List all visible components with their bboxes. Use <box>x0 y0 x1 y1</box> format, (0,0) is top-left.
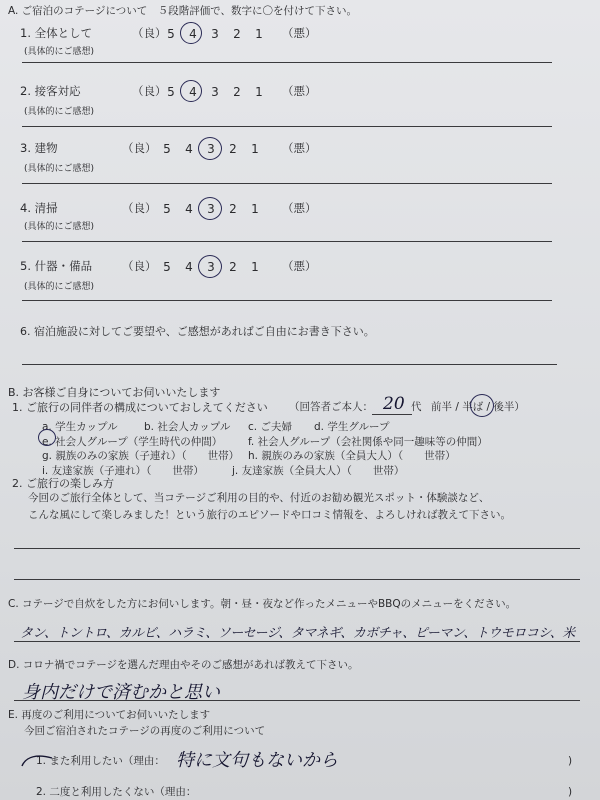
section-b-q1: 1. ご旅行の同伴者の構成についておしえてください <box>12 401 268 414</box>
option-e: e. 社会人グループ（学生時代の仲間） <box>42 436 223 448</box>
section-b-header: B. お客様ご自身についてお伺いいたします <box>8 386 221 399</box>
item-3-answer-line <box>22 183 552 184</box>
item-2-bad: （悪） <box>282 84 317 98</box>
question-6: 6. 宿泊施設に対してご要望や、ご感想があればご自由にお書き下さい。 <box>20 325 375 338</box>
item-1-answer-line <box>22 62 552 63</box>
section-b-q2: 2. ご旅行の楽しみ方 <box>12 477 114 490</box>
section-e-option-2: 2. 二度と利用したくない（理由： <box>36 786 197 798</box>
item-5-answer-line <box>22 300 552 301</box>
option-j: j. 友達家族（全員大人）（ 世帯） <box>232 465 405 477</box>
section-c-handwritten-answer: タン、トントロ、カルビ、ハラミ、ソーセージ、タマネギ、カボチャ、ピーマン、トウモロコシ、米 <box>20 626 575 641</box>
section-d-handwritten-answer: 身内だけで済むかと思い <box>22 682 220 703</box>
option-b: b. 社会人カップル <box>144 421 231 433</box>
respondent-age-line <box>372 414 412 415</box>
item-3-label: 3. 建物 <box>20 141 58 155</box>
item-5-label: 5. 什器・備品 <box>20 259 93 273</box>
respondent-label: （回答者ご本人： <box>289 401 373 413</box>
item-1-bad: （悪） <box>282 26 317 40</box>
item-1-detail: (具体的にご感想) <box>24 47 95 57</box>
section-e-option-2-close: ) <box>568 786 573 798</box>
item-3-selection-circle <box>198 137 222 160</box>
section-c-answer-line <box>14 641 580 642</box>
option-a: a. 学生カップル <box>42 421 118 433</box>
item-4-detail: (具体的にご感想) <box>24 222 95 232</box>
section-b-answer-line-2 <box>14 579 580 580</box>
option-h: h. 親族のみの家族（全員大人）（ 世帯） <box>248 450 456 462</box>
section-e-option-1-check-mark <box>18 750 58 772</box>
item-2-selection-circle <box>180 80 202 102</box>
age-options: 前半 / 半ば / 後半） <box>431 401 525 413</box>
item-3-good: （良） <box>122 141 157 155</box>
item-3-bad: （悪） <box>282 141 317 155</box>
item-1-scale: 5 4 3 2 1 <box>167 27 263 41</box>
age-suffix: 代 <box>411 401 422 413</box>
item-3-detail: (具体的にご感想) <box>24 164 95 174</box>
item-4-good: （良） <box>122 201 157 215</box>
respondent-age-handwritten: 20 <box>383 394 405 414</box>
option-g: g. 親族のみの家族（子連れ）（ 世帯） <box>42 450 240 462</box>
section-b-q2-text-1: 今回のご旅行全体として、当コテージご利用の目的や、付近のお勧め観光スポット・体験談など、 <box>28 492 490 504</box>
item-4-label: 4. 清掃 <box>20 201 58 215</box>
option-c: c. ご夫婦 <box>248 421 292 433</box>
section-e-header: E. 再度のご利用についてお伺いいたします <box>8 709 211 721</box>
item-2-good: （良） <box>132 84 167 98</box>
item-4-answer-line <box>22 241 552 242</box>
item-2-answer-line <box>22 126 552 127</box>
section-d-header: D. コロナ禍でコテージを選んだ理由やそのご感想があれば教えて下さい。 <box>8 659 359 671</box>
item-4-scale: 5 4 3 2 1 <box>163 202 259 216</box>
age-selection-circle <box>470 394 494 417</box>
item-5-bad: （悪） <box>282 259 317 273</box>
section-e-option-1-handwritten-reason: 特に文句もないから <box>176 750 338 771</box>
option-d: d. 学生グループ <box>314 421 390 433</box>
item-5-detail: (具体的にご感想) <box>24 282 95 292</box>
section-e-option-1: 1. また利用したい（理由： <box>36 755 165 767</box>
item-1-label: 1. 全体として <box>20 26 93 40</box>
question-6-answer-line <box>22 364 557 365</box>
section-b-q2-text-2: こんな風にして楽しみました！という旅行のエピソードや口コミ情報を、よろしければ教えて下さい。 <box>28 509 511 521</box>
item-5-scale: 5 4 3 2 1 <box>163 260 259 274</box>
option-f: f. 社会人グループ（会社関係や同一趣味等の仲間） <box>248 436 488 448</box>
item-2-detail: (具体的にご感想) <box>24 107 95 117</box>
item-5-selection-circle <box>198 255 222 278</box>
item-4-bad: （悪） <box>282 201 317 215</box>
item-1-selection-circle <box>180 22 202 44</box>
item-1-good: （良） <box>132 26 167 40</box>
item-4-selection-circle <box>198 197 222 220</box>
section-e-subheader: 今回ご宿泊されたコテージの再度のご利用について <box>24 725 266 737</box>
option-i: i. 友達家族（子連れ）（ 世帯） <box>42 465 204 477</box>
item-5-good: （良） <box>122 259 157 273</box>
section-e-option-1-close: ) <box>568 755 573 767</box>
section-b-answer-line-1 <box>14 548 580 549</box>
item-2-label: 2. 接客対応 <box>20 84 81 98</box>
item-2-scale: 5 4 3 2 1 <box>167 85 263 99</box>
section-c-header: C. コテージで自炊をした方にお伺いします。朝・昼・夜など作ったメニューやBBQのメニューをください。 <box>8 598 517 610</box>
section-d-answer-line <box>14 700 580 701</box>
item-3-scale: 5 4 3 2 1 <box>163 142 259 156</box>
option-e-selection-circle <box>38 429 56 446</box>
section-a-header: A. ご宿泊のコテージについて ５段階評価で、数字に〇を付けて下さい。 <box>8 5 358 17</box>
